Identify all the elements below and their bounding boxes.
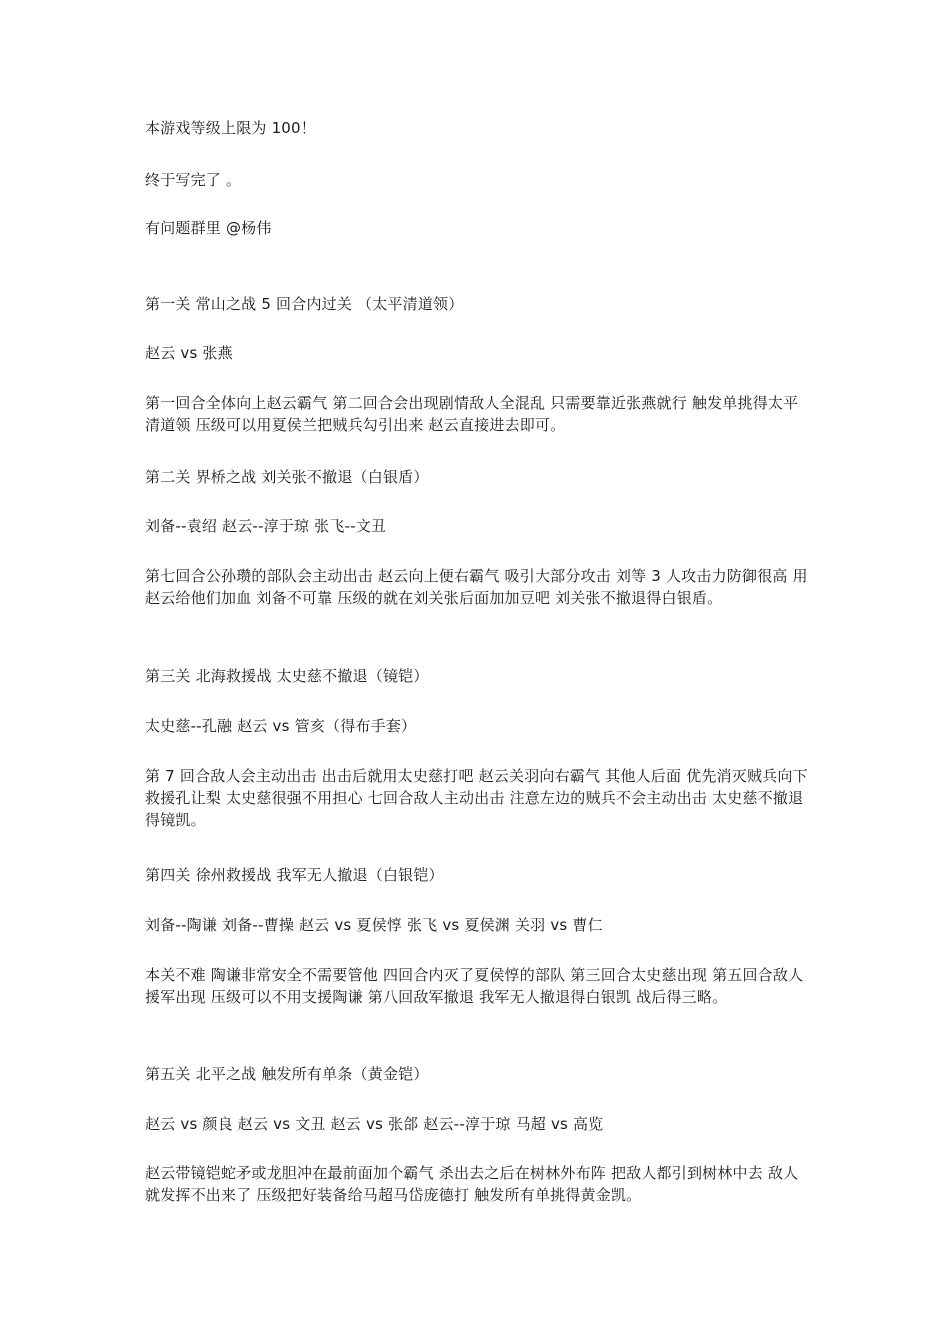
stage-1-guide: 第一回合全体向上赵云霸气 第二回合会出现剧情敌人全混乱 只需要靠近张燕就行 触发单挑得太平清道领 压级可以用夏侯兰把贼兵勾引出来 赵云直接进去即可。	[145, 394, 799, 434]
stage-3-guide: 第 7 回合敌人会主动出击 出击后就用太史慈打吧 赵云关羽向右霸气 其他人后面 优先消灭贼兵向下救援孔让梨 太史慈很强不用担心 七回合敌人主动出击 注意左边的贼兵不会主动出击 太史慈不撤退得镜凯。	[145, 767, 808, 829]
stage-2-heading: 第二关 界桥之战 刘关张不撤退（白银盾）	[145, 468, 429, 486]
paragraph-level-cap: 本游戏等级上限为 100！	[145, 119, 316, 137]
stage-2-guide: 第七回合公孙瓒的部队会主动出击 赵云向上便右霸气 吸引大部分攻击 刘等 3 人攻击力防御很高 用赵云给他们加血 刘备不可靠 压级的就在刘关张后面加加豆吧 刘关张不撤退得白银盾。	[145, 567, 808, 607]
paragraph-contact: 有问题群里 @杨伟	[145, 219, 272, 237]
stage-2-duels: 刘备--袁绍 赵云--淳于琼 张飞--文丑	[145, 517, 387, 535]
stage-5-duels: 赵云 vs 颜良 赵云 vs 文丑 赵云 vs 张郃 赵云--淳于琼 马超 vs 高览	[145, 1115, 604, 1133]
stage-3-heading: 第三关 北海救援战 太史慈不撤退（镜铠）	[145, 667, 429, 685]
paragraph-finished: 终于写完了 。	[145, 171, 242, 189]
stage-5-guide: 赵云带镜铠蛇矛或龙胆冲在最前面加个霸气 杀出去之后在树林外布阵 把敌人都引到树林中去 敌人就发挥不出来了 压级把好装备给马超马岱庞德打 触发所有单挑得黄金凯。	[145, 1164, 799, 1204]
stage-3-duels: 太史慈--孔融 赵云 vs 管亥（得布手套）	[145, 717, 417, 735]
stage-5-heading: 第五关 北平之战 触发所有单条（黄金铠）	[145, 1065, 429, 1083]
stage-4-duels: 刘备--陶谦 刘备--曹操 赵云 vs 夏侯惇 张飞 vs 夏侯渊 关羽 vs 曹仁	[145, 916, 603, 934]
stage-4-guide: 本关不难 陶谦非常安全不需要管他 四回合内灭了夏侯惇的部队 第三回合太史慈出现 第五回合敌人援军出现 压级可以不用支援陶谦 第八回敌军撤退 我军无人撤退得白银凯 战后得三略。	[145, 966, 804, 1006]
stage-1-duels: 赵云 vs 张燕	[145, 344, 233, 362]
stage-4-heading: 第四关 徐州救援战 我军无人撤退（白银铠）	[145, 866, 444, 884]
stage-1-heading: 第一关 常山之战 5 回合内过关 （太平清道领）	[145, 295, 464, 313]
